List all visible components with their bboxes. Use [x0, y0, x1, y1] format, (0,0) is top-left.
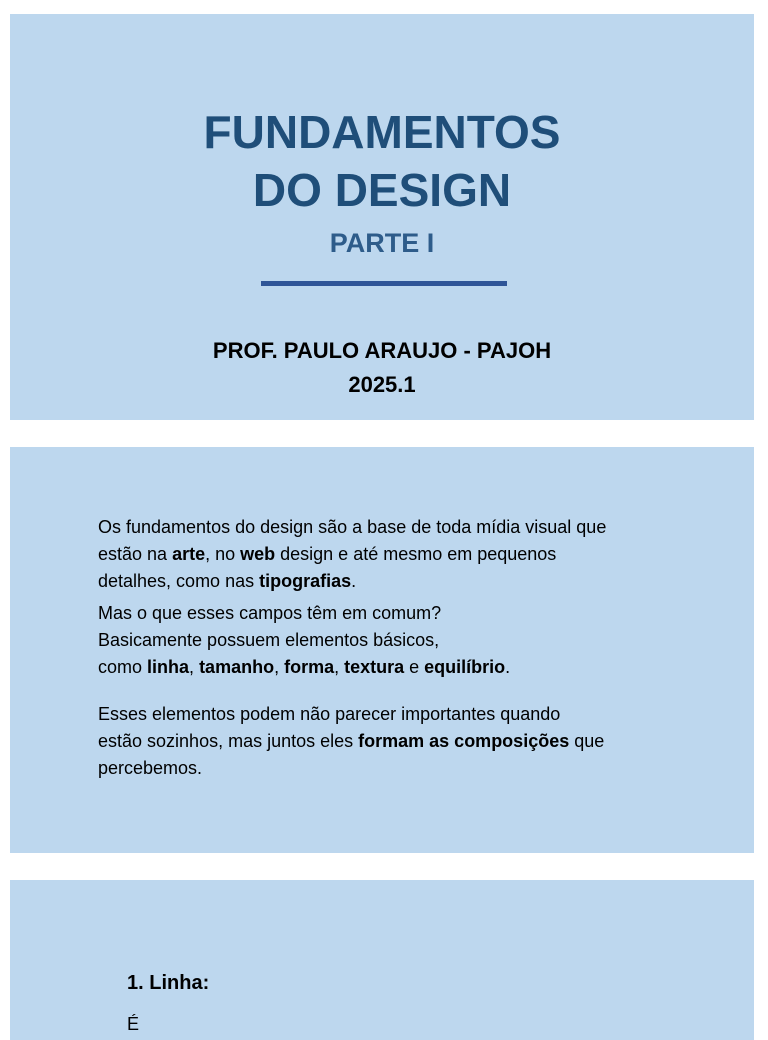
text-line: Mas o que esses campos têm em comum? [98, 603, 442, 623]
intro-slide [10, 447, 754, 853]
text-line: estão sozinhos, mas juntos eles formam as composições que [98, 731, 605, 751]
slide-title-line-2: DO DESIGN [252, 164, 512, 216]
text-line: Esses elementos podem não parecer importantes quando [98, 704, 561, 724]
emphasis-arte: arte [172, 544, 206, 564]
partial-text: É [127, 1014, 140, 1034]
text-line: Os fundamentos do design são a base de toda mídia visual que [98, 517, 607, 537]
emphasis-equilibrio: equilíbrio [424, 657, 506, 677]
text-line: Basicamente possuem elementos básicos, [98, 630, 440, 650]
emphasis-web: web [240, 544, 276, 564]
author-name: PROF. PAULO ARAUJO - PAJOH [212, 338, 552, 363]
text-line: estão na arte, no web design e até mesmo em pequenos [98, 544, 557, 564]
emphasis-tipografias: tipografias [259, 571, 352, 591]
emphasis-forma: forma [284, 657, 335, 677]
slide-title-line-1: FUNDAMENTOS [203, 106, 561, 158]
intro-paragraph-1 [98, 514, 718, 595]
linha-slide [10, 880, 754, 1040]
intro-paragraph-3 [98, 701, 718, 782]
text-line: como linha, tamanho, forma, textura e equilíbrio. [98, 657, 511, 677]
slide-subtitle: PARTE I [329, 228, 435, 258]
emphasis-linha: linha [147, 657, 190, 677]
title-slide [10, 14, 754, 420]
section-heading: 1. Linha: [127, 972, 210, 994]
text-line: detalhes, como nas tipografias. [98, 571, 357, 591]
emphasis-textura: textura [344, 657, 405, 677]
emphasis-composicoes: formam as composições [358, 731, 570, 751]
text-line: percebemos. [98, 758, 203, 778]
term-label: 2025.1 [348, 372, 416, 397]
title-divider [261, 281, 507, 286]
intro-paragraph-2 [98, 600, 718, 681]
emphasis-tamanho: tamanho [199, 657, 275, 677]
